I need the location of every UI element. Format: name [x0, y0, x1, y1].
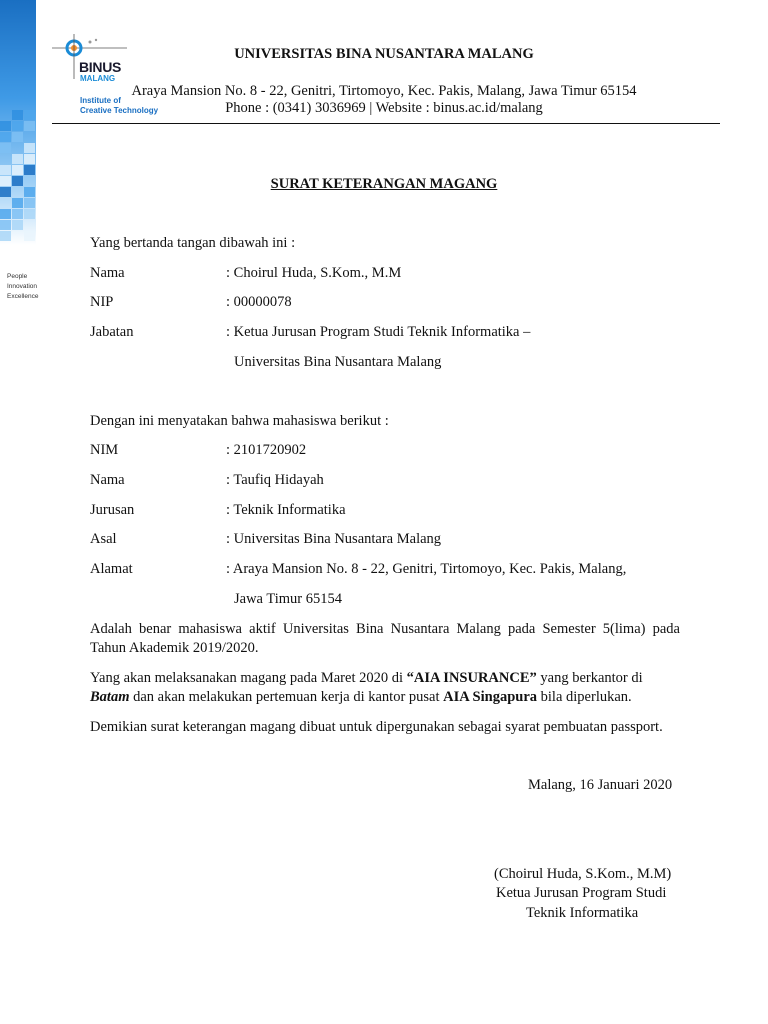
signer-name-label: Nama — [90, 265, 125, 281]
signatory-department: Teknik Informatika — [526, 905, 639, 921]
student-origin-value: : Universitas Bina Nusantara Malang — [226, 531, 442, 547]
strip-tile — [24, 121, 35, 131]
signer-name-value: : Choirul Huda, S.Kom., M.M — [226, 265, 402, 281]
strip-tile — [24, 209, 35, 219]
tagline-line: Excellence — [7, 293, 39, 300]
strip-tile — [24, 165, 35, 175]
paragraph-internship — [90, 669, 680, 707]
strip-tile — [24, 231, 35, 241]
strip-tile — [0, 143, 11, 153]
signatory-role: Ketua Jurusan Program Studi — [496, 885, 667, 901]
student-name-value: : Taufiq Hidayah — [226, 472, 324, 488]
tagline — [7, 272, 38, 302]
signer-nip-label: NIP — [90, 294, 114, 310]
logo-sub: MALANG — [80, 74, 116, 83]
signer-position-label: Jabatan — [90, 324, 134, 340]
signer-position-value: : Ketua Jurusan Program Studi Teknik Informatika – — [226, 324, 531, 340]
student-major-label: Jurusan — [90, 502, 135, 518]
strip-tile — [0, 165, 11, 175]
student-address-label: Alamat — [90, 561, 133, 577]
strip-tile — [12, 209, 23, 219]
signer-intro: Yang bertanda tangan dibawah ini : — [90, 235, 296, 251]
university-address: Araya Mansion No. 8 - 22, Genitri, Tirtomoyo, Kec. Pakis, Malang, Jawa Timur 65154 — [131, 83, 637, 99]
tagline-line: Innovation — [7, 283, 37, 290]
student-address-value: : Araya Mansion No. 8 - 22, Genitri, Tirtomoyo, Kec. Pakis, Malang, — [226, 561, 627, 577]
strip-tile — [0, 121, 11, 131]
document-title: SURAT KETERANGAN MAGANG — [270, 176, 498, 192]
university-name: UNIVERSITAS BINA NUSANTARA MALANG — [234, 46, 534, 62]
strip-tile — [0, 209, 11, 219]
city-name: Batam — [90, 689, 130, 705]
signer-position-value-2: Universitas Bina Nusantara Malang — [234, 354, 442, 370]
strip-tile — [24, 143, 35, 153]
strip-tile — [24, 110, 35, 120]
company-name: “AIA INSURANCE” — [406, 670, 537, 686]
tagline-line: People — [7, 273, 28, 280]
student-major-value: : Teknik Informatika — [226, 502, 346, 518]
strip-tile — [0, 231, 11, 241]
internship-text-d: bila diperlukan. — [537, 689, 632, 705]
strip-tile — [0, 220, 11, 230]
student-intro: Dengan ini menyatakan bahwa mahasiswa berikut : — [90, 413, 389, 429]
university-phone: Phone : (0341) 3036969 | Website : binus.ac.id/malang — [225, 100, 543, 116]
strip-tile — [24, 198, 35, 208]
strip-tile — [12, 198, 23, 208]
header-divider — [52, 123, 720, 124]
strip-tile — [12, 132, 23, 142]
internship-text-a: Yang akan melaksanakan magang pada Maret 2020 di — [90, 670, 407, 686]
signatory-name: (Choirul Huda, S.Kom., M.M) — [494, 866, 672, 882]
strip-tile — [0, 132, 11, 142]
logo-institute-line: Creative Technology — [80, 106, 159, 115]
paragraph-status: Adalah benar mahasiswa aktif Universitas Bina Nusantara Malang pada Semester 5(lima) pada Tahun Akademik 2019/2020. — [90, 621, 680, 656]
student-address-value-2: Jawa Timur 65154 — [234, 591, 342, 607]
decorative-side-strip — [0, 0, 36, 245]
student-nim-label: NIM — [90, 442, 119, 458]
place-date: Malang, 16 Januari 2020 — [528, 777, 673, 793]
strip-tile — [12, 121, 23, 131]
student-name-label: Nama — [90, 472, 125, 488]
strip-tile — [12, 110, 23, 120]
student-origin-label: Asal — [90, 531, 117, 547]
internship-text-b: yang berkantor di — [536, 670, 643, 686]
headquarters-name: AIA Singapura — [443, 689, 538, 705]
strip-tile — [24, 154, 35, 164]
internship-text-c: dan akan melakukan pertemuan kerja di kantor pusat — [129, 689, 444, 705]
student-nim-value: : 2101720902 — [226, 442, 307, 458]
paragraph-closing: Demikian surat keterangan magang dibuat untuk dipergunakan sebagai syarat pembuatan passport. — [90, 719, 663, 735]
strip-tile — [12, 220, 23, 230]
signer-nip-value: : 00000078 — [226, 294, 292, 310]
logo-institute-line: Institute of — [80, 96, 121, 105]
strip-tile — [12, 154, 23, 164]
logo-word: BINUS — [79, 59, 122, 75]
strip-tile — [12, 165, 23, 175]
